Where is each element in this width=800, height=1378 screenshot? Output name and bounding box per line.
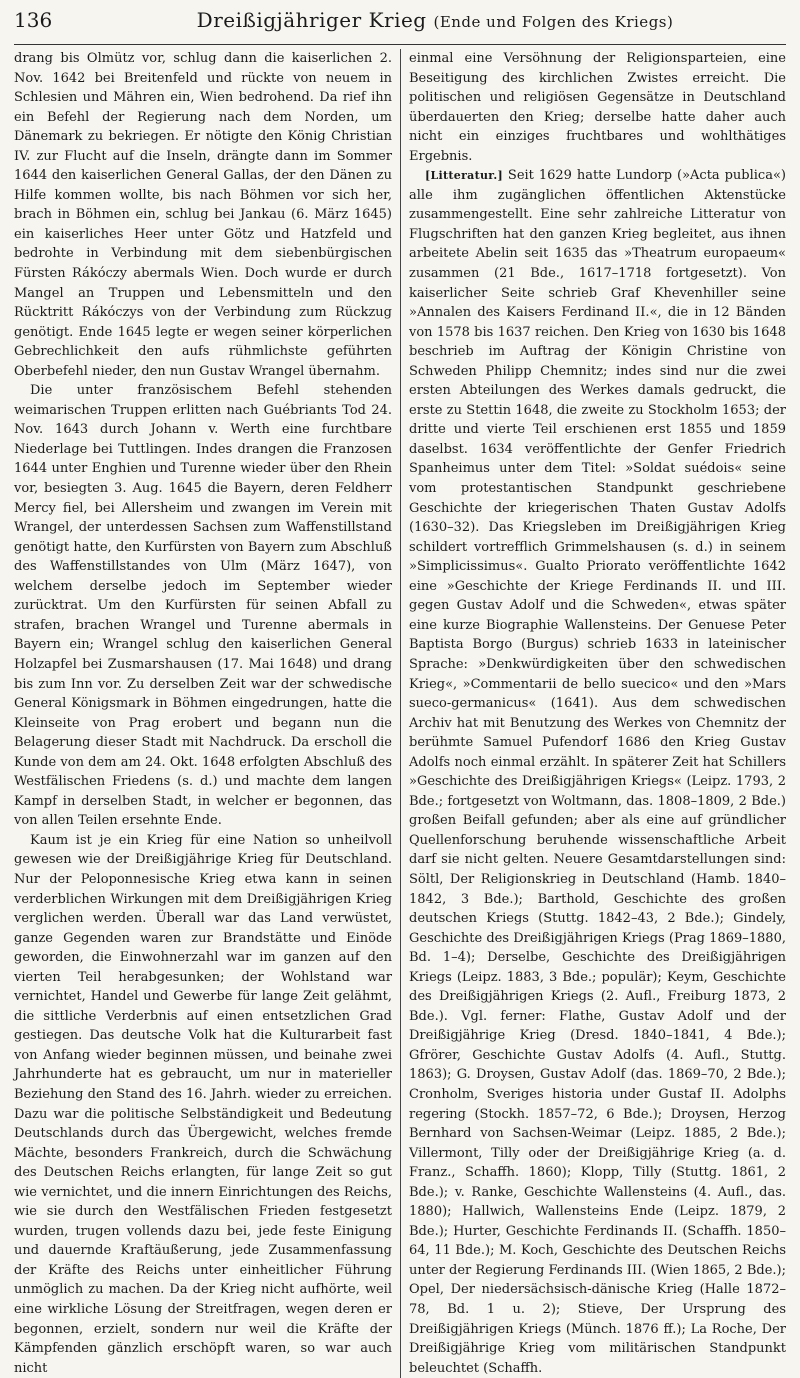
literature-label: [Litteratur.] [425,169,503,183]
literature-paragraph [409,166,786,1378]
right-column [400,49,786,1378]
running-title-main: Dreißigjähriger Krieg [196,8,427,32]
paragraph: einmal eine Versöhnung der Religionsparteien, eine Beseitigung des kirchlichen Zwistes erreicht. Die politischen und religiösen Gegensätze in Deutschland überdauerten den Krieg; derselbe hatte daher auch nicht ein einziges fruchtbares und wohlthätiges Ergebnis. [409,51,786,164]
paragraph: Die unter französischem Befehl stehenden weimarischen Truppen erlitten nach Guébriants Tod 24. Nov. 1643 durch Johann v. Werth eine furchtbare Niederlage bei Tuttlingen. Indes drangen die Franzosen 1644 unter Enghien und Turenne wieder über den Rhein vor, besiegten 3. Aug. 1645 die Bayern, deren Feldherr Mercy fiel, bei Allersheim und zwangen im Verein mit Wrangel, der unterdessen Sachsen zum Waffenstillstand genötigt hatte, den Kurfürsten von Bayern zum Abschluß des Waffenstillstandes von Ulm (März 1647), von welchem derselbe jedoch im September wieder zurücktrat. Um den Kurfürsten für seinen Abfall zu strafen, brachen Wrangel und Turenne abermals in Bayern ein; Wrangel schlug den kaiserlichen General Holzapfel bei Zusmarshausen (17. Mai 1648) und drang bis zum Inn vor. Zu derselben Zeit war der schwedische General Königsmark in Böhmen eingedrungen, hatte die Kleinseite von Prag erobert und begann nun die Belagerung dieser Stadt mit Nachdruck. Da erscholl die Kunde von dem am 24. Okt. 1648 erfolgten Abschluß des Westfälischen Friedens (s. d.) und machte dem langen Kampf in derselben Stadt, in welcher er begonnen, das von allen Teilen ersehnte Ende. [14,383,392,829]
running-title-sub: (Ende und Folgen des Kriegs) [433,13,674,31]
left-column [14,49,400,1378]
running-title [84,8,786,32]
header-rule [14,44,786,45]
paragraph: drang bis Olmütz vor, schlug dann die kaiserlichen 2. Nov. 1642 bei Breitenfeld und rückte von neuem in Schlesien und Mähren ein, Wien bedrohend. Da rief ihn ein Befehl der Regierung nach dem Norden, um Dänemark zu bekriegen. Er nötigte den König Christian IV. zur Flucht auf die Inseln, drängte dann im Sommer 1644 den kaiserlichen General Gallas, der den Dänen zu Hilfe kommen wollte, bis nach Böhmen vor sich her, brach in Böhmen ein, schlug bei Jankau (6. März 1645) ein kaiserliches Heer unter Götz und Hatzfeld und bedrohte in Verbindung mit dem siebenbürgischen Fürsten Rákóczy abermals Wien. Doch wurde er durch Mangel an Truppen und Lebensmitteln und den Rücktritt Rákóczys von der Verbindung zum Rückzug genötigt. Ende 1645 legte er wegen seiner körperlichen Gebrechlichkeit den aufs rühmlichste geführten Oberbefehl nieder, den nun Gustav Wrangel übernahm. [14,51,392,379]
paragraph: Kaum ist je ein Krieg für eine Nation so unheilvoll gewesen wie der Dreißigjährige Krieg für Deutschland. Nur der Peloponnesische Krieg etwa kann in seinen verderblichen Wirkungen mit dem Dreißigjährigen Krieg verglichen werden. Überall war das Land verwüstet, ganze Gegenden waren zur Brandstätte und Einöde geworden, die Einwohnerzahl war im ganzen auf den vierten Teil herabgesunken; der Wohlstand war vernichtet, Handel und Gewerbe für lange Zeit gelähmt, die sittliche Verderbnis auf einen entsetzlichen Grad gestiegen. Das deutsche Volk hat die Kulturarbeit fast von Anfang wieder beginnen müssen, und beinahe zwei Jahrhunderte hat es gebraucht, um nur in materieller Beziehung den Stand des 16. Jahrh. wieder zu erreichen. Dazu war die politische Selbständigkeit und Bedeutung Deutschlands durch das Übergewicht, welches fremde Mächte, besonders Frankreich, durch die Schwächung des Deutschen Reichs erlangten, für lange Zeit so gut wie vernichtet, und die innern Einrichtungen des Reichs, wie sie durch den Westfälischen Frieden festgesetzt wurden, trugen vollends dazu bei, jede feste Einigung und dauernde Kraftäußerung, jede Zusammenfassung der Kräfte des Reichs unter einheitlicher Führung unmöglich zu machen. Da der Krieg nicht aufhörte, weil eine wirkliche Lösung der Streitfragen, wegen deren er begonnen, erzielt, sondern nur weil die Kräfte der Kämpfenden gänzlich erschöpft waren, so war auch nicht [14,832,392,1376]
page-number: 136 [14,8,53,32]
literature-text: Seit 1629 hatte Lundorp (»Acta publica«) alle ihm zugänglichen öffentlichen Aktenstücke zusammengestellt. Eine sehr zahlreiche Litteratur von Flugschriften hat den ganzen Krieg begleitet, aus ihnen arbeitete Abelin seit 1635 das »Theatrum europaeum« zusammen (21 Bde., 1617–1718 fortgesetzt). Von kaiserlicher Seite schrieb Graf Khevenhiller seine »Annalen des Kaisers Ferdinand II.«, die in 12 Bänden von 1578 bis 1637 reichen. Den Krieg von 1630 bis 1648 beschrieb im Auftrag der Königin Christine von Schweden Philipp Chemnitz; indes sind nur die zwei ersten Abteilungen des Werkes damals gedruckt, die erste zu Stettin 1648, die zweite zu Stockholm 1653; der dritte und vierte Teil erschienen erst 1855 und 1859 daselbst. 1634 veröffentlichte der Genfer Friedrich Spanheimus unter dem Titel: »Soldat suédois« seine vom protestantischen Standpunkt geschriebene Geschichte der kriegerischen Thaten Gustav Adolfs (1630–32). Das Kriegsleben im Dreißigjährigen Krieg schildert vortrefflich Grimmelshausen (s. d.) in seinem »Simplicissimus«. Gualto Priorato veröffentlichte 1642 eine »Geschichte der Kriege Ferdinands II. und III. gegen Gustav Adolf und die Schweden«, etwas später eine kurze Biographie Wallensteins. Der Genuese Peter Baptista Borgo (Burgus) schrieb 1633 in lateinischer Sprache: »Denkwürdigkeiten über den schwedischen Krieg«, »Commentarii de bello suecico« und den »Mars sueco-germanicus« (1641). Aus dem schwedischen Archiv hat mit Benutzung des Werkes von Chemnitz der berühmte Samuel Pufendorf 1686 den Krieg Gustav Adolfs noch einmal erzählt. In späterer Zeit hat Schillers »Geschichte des Dreißigjährigen Kriegs« (Leipz. 1793, 2 Bde.; fortgesetzt von Woltmann, das. 1808–1809, 2 Bde.) großen Beifall gefunden; aber als eine auf gründlicher Quellenforschung beruhende wissenschaftliche Arbeit darf sie nicht gelten. Neuere Gesamtdarstellungen sind: Söltl, Der Religionskrieg in Deutschland (Hamb. 1840–1842, 3 Bde.); Barthold, Geschichte des großen deutschen Kriegs (Stuttg. 1842–43, 2 Bde.); Gindely, Geschichte des Dreißigjährigen Kriegs (Prag 1869–1880, Bd. 1–4); Derselbe, Geschichte des Dreißigjährigen Kriegs (Leipz. 1883, 3 Bde.; populär); Keym, Geschichte des Dreißigjährigen Kriegs (2. Aufl., Freiburg 1873, 2 Bde.). Vgl. ferner: Flathe, Gustav Adolf und der Dreißigjährige Krieg (Dresd. 1840–1841, 4 Bde.); Gfrörer, Geschichte Gustav Adolfs (4. Aufl., Stuttg. 1863); G. Droysen, Gustav Adolf (das. 1869–70, 2 Bde.); Cronholm, Sveriges historia under Gustaf II. Adolphs regering (Stockh. 1857–72, 6 Bde.); Droysen, Herzog Bernhard von Sachsen-Weimar (Leipz. 1885, 2 Bde.); Villermont, Tilly oder der Dreißigjährige Krieg (a. d. Franz., Schaffh. 1860); Klopp, Tilly (Stuttg. 1861, 2 Bde.); v. Ranke, Geschichte Wallensteins (4. Aufl., das. 1880); Hallwich, Wallensteins Ende (Leipz. 1879, 2 Bde.); Hurter, Geschichte Ferdinands II. (Schaffh. 1850–64, 11 Bde.); M. Koch, Geschichte des Deutschen Reichs unter der Regierung Ferdinands III. (Wien 1865, 2 Bde.); Opel, Der niedersächsisch-dänische Krieg (Halle 1872–78, Bd. 1 u. 2); Stieve, Der Ursprung des Dreißigjährigen Kriegs (Münch. 1876 ff.); La Roche, Der Dreißigjährige Krieg vom militärischen Standpunkt beleuchtet (Schaffh. [409,168,786,1376]
page-header [14,8,786,44]
text-columns [14,49,786,1378]
